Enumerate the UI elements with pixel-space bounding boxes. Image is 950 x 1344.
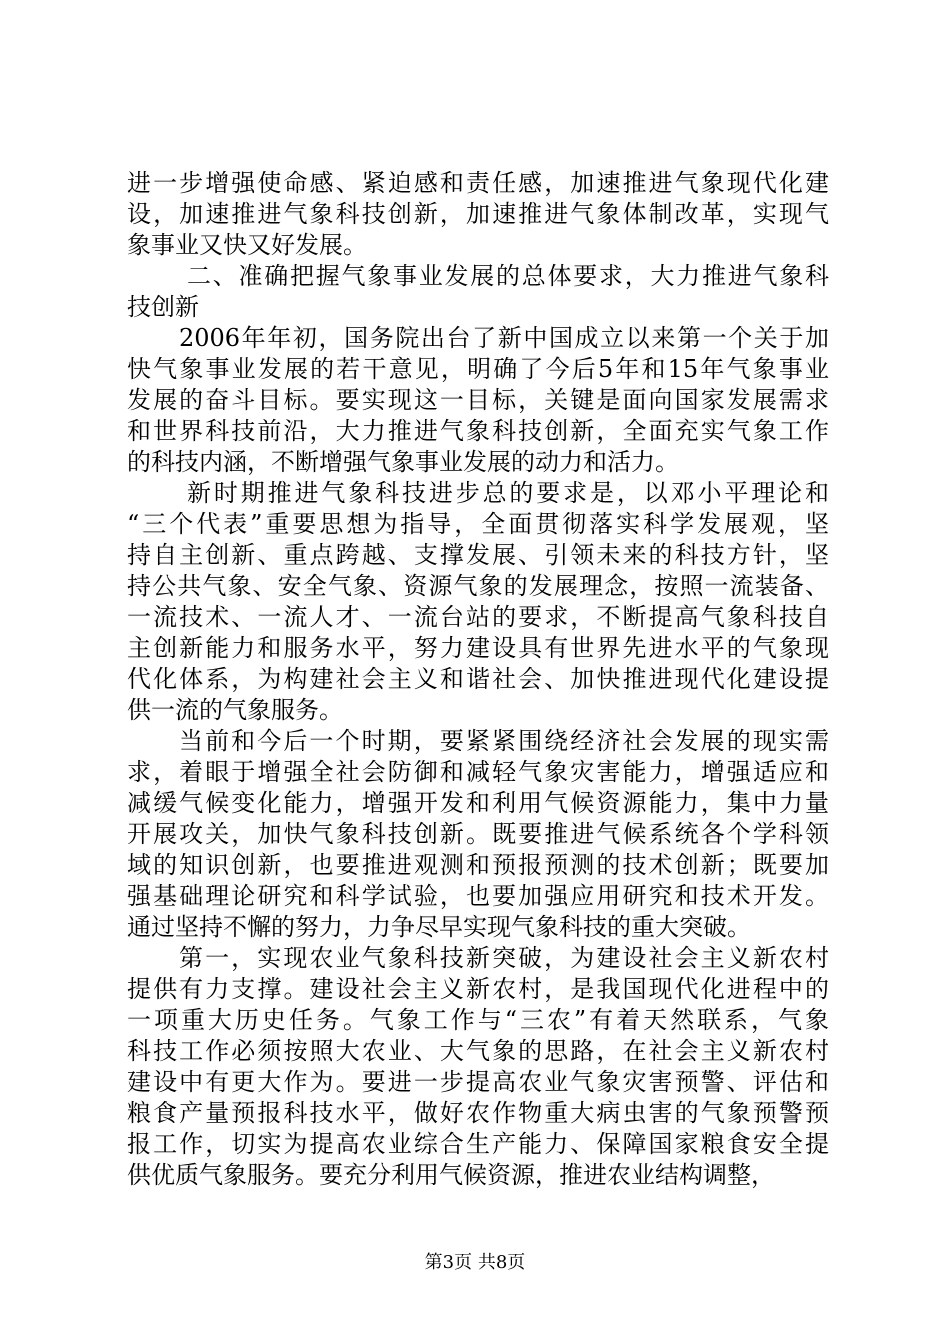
- text-line: 象事业又快又好发展。: [127, 231, 367, 259]
- text-line: “三个代表”重要思想为指导，全面贯彻落实科学发展观，坚: [127, 510, 829, 538]
- text-line: 开展攻关，加快气象科技创新。既要推进气候系统各个学科领: [127, 820, 829, 848]
- text-line: 和世界科技前沿，大力推进气象科技创新，全面充实气象工作: [127, 417, 829, 445]
- text-line: 报工作，切实为提高农业综合生产能力、保障国家粮食安全提: [127, 1130, 829, 1158]
- text-line: 域的知识创新，也要推进观测和预报预测的技术创新；既要加: [127, 851, 829, 879]
- paragraph-4: [127, 478, 829, 726]
- text-line: 的科技内涵，不断增强气象事业发展的动力和活力。: [127, 448, 679, 476]
- text-line: 当前和今后一个时期，要紧紧围绕经济社会发展的现实需: [179, 727, 829, 755]
- text-line: 发展的奋斗目标。要实现这一目标，关键是面向国家发展需求: [127, 386, 829, 414]
- text-line: 快气象事业发展的若干意见，明确了今后5年和15年气象事业: [127, 355, 829, 383]
- paragraph-6: [127, 943, 829, 1191]
- heading-line: 技创新: [127, 293, 199, 321]
- text-line: 代化体系，为构建社会主义和谐社会、加快推进现代化建设提: [127, 665, 829, 693]
- text-line: 持自主创新、重点跨越、支撑发展、引领未来的科技方针，坚: [127, 541, 829, 569]
- text-line: 持公共气象、安全气象、资源气象的发展理念，按照一流装备、: [127, 572, 829, 600]
- document-body: [127, 168, 829, 1191]
- text-line: 2006年年初，国务院出台了新中国成立以来第一个关于加: [179, 324, 829, 352]
- text-line: 通过坚持不懈的努力，力争尽早实现气象科技的重大突破。: [127, 913, 751, 941]
- text-line: 强基础理论研究和科学试验，也要加强应用研究和技术开发。: [127, 882, 829, 910]
- text-line: 一项重大历史任务。气象工作与“三农”有着天然联系，气象: [127, 1006, 829, 1034]
- text-line: 设，加速推进气象科技创新，加速推进气象体制改革，实现气: [127, 200, 829, 228]
- paragraph-5: [127, 726, 829, 943]
- text-line: 进一步增强使命感、紧迫感和责任感，加速推进气象现代化建: [127, 169, 829, 197]
- page-number-footer: 第3页 共8页: [424, 1252, 526, 1273]
- text-line: 一流技术、一流人才、一流台站的要求，不断提高气象科技自: [127, 603, 829, 631]
- text-line: 建设中有更大作为。要进一步提高农业气象灾害预警、评估和: [127, 1068, 829, 1096]
- text-line: 第一，实现农业气象科技新突破，为建设社会主义新农村: [179, 944, 829, 972]
- text-line: 新时期推进气象科技进步总的要求是，以邓小平理论和: [187, 479, 829, 507]
- text-line: 粮食产量预报科技水平，做好农作物重大病虫害的气象预警预: [127, 1099, 829, 1127]
- section-heading: [127, 261, 829, 323]
- heading-line: 二、准确把握气象事业发展的总体要求，大力推进气象科: [187, 262, 829, 290]
- text-line: 求，着眼于增强全社会防御和减轻气象灾害能力，增强适应和: [127, 758, 829, 786]
- text-line: 科技工作必须按照大农业、大气象的思路，在社会主义新农村: [127, 1037, 829, 1065]
- text-line: 减缓气候变化能力，增强开发和利用气候资源能力，集中力量: [127, 789, 829, 817]
- text-line: 供优质气象服务。要充分利用气候资源，推进农业结构调整，: [127, 1161, 775, 1189]
- paragraph-3: [127, 323, 829, 478]
- text-line: 供一流的气象服务。: [127, 696, 343, 724]
- text-line: 提供有力支撑。建设社会主义新农村，是我国现代化进程中的: [127, 975, 829, 1003]
- paragraph-1: [127, 168, 829, 261]
- text-line: 主创新能力和服务水平，努力建设具有世界先进水平的气象现: [127, 634, 829, 662]
